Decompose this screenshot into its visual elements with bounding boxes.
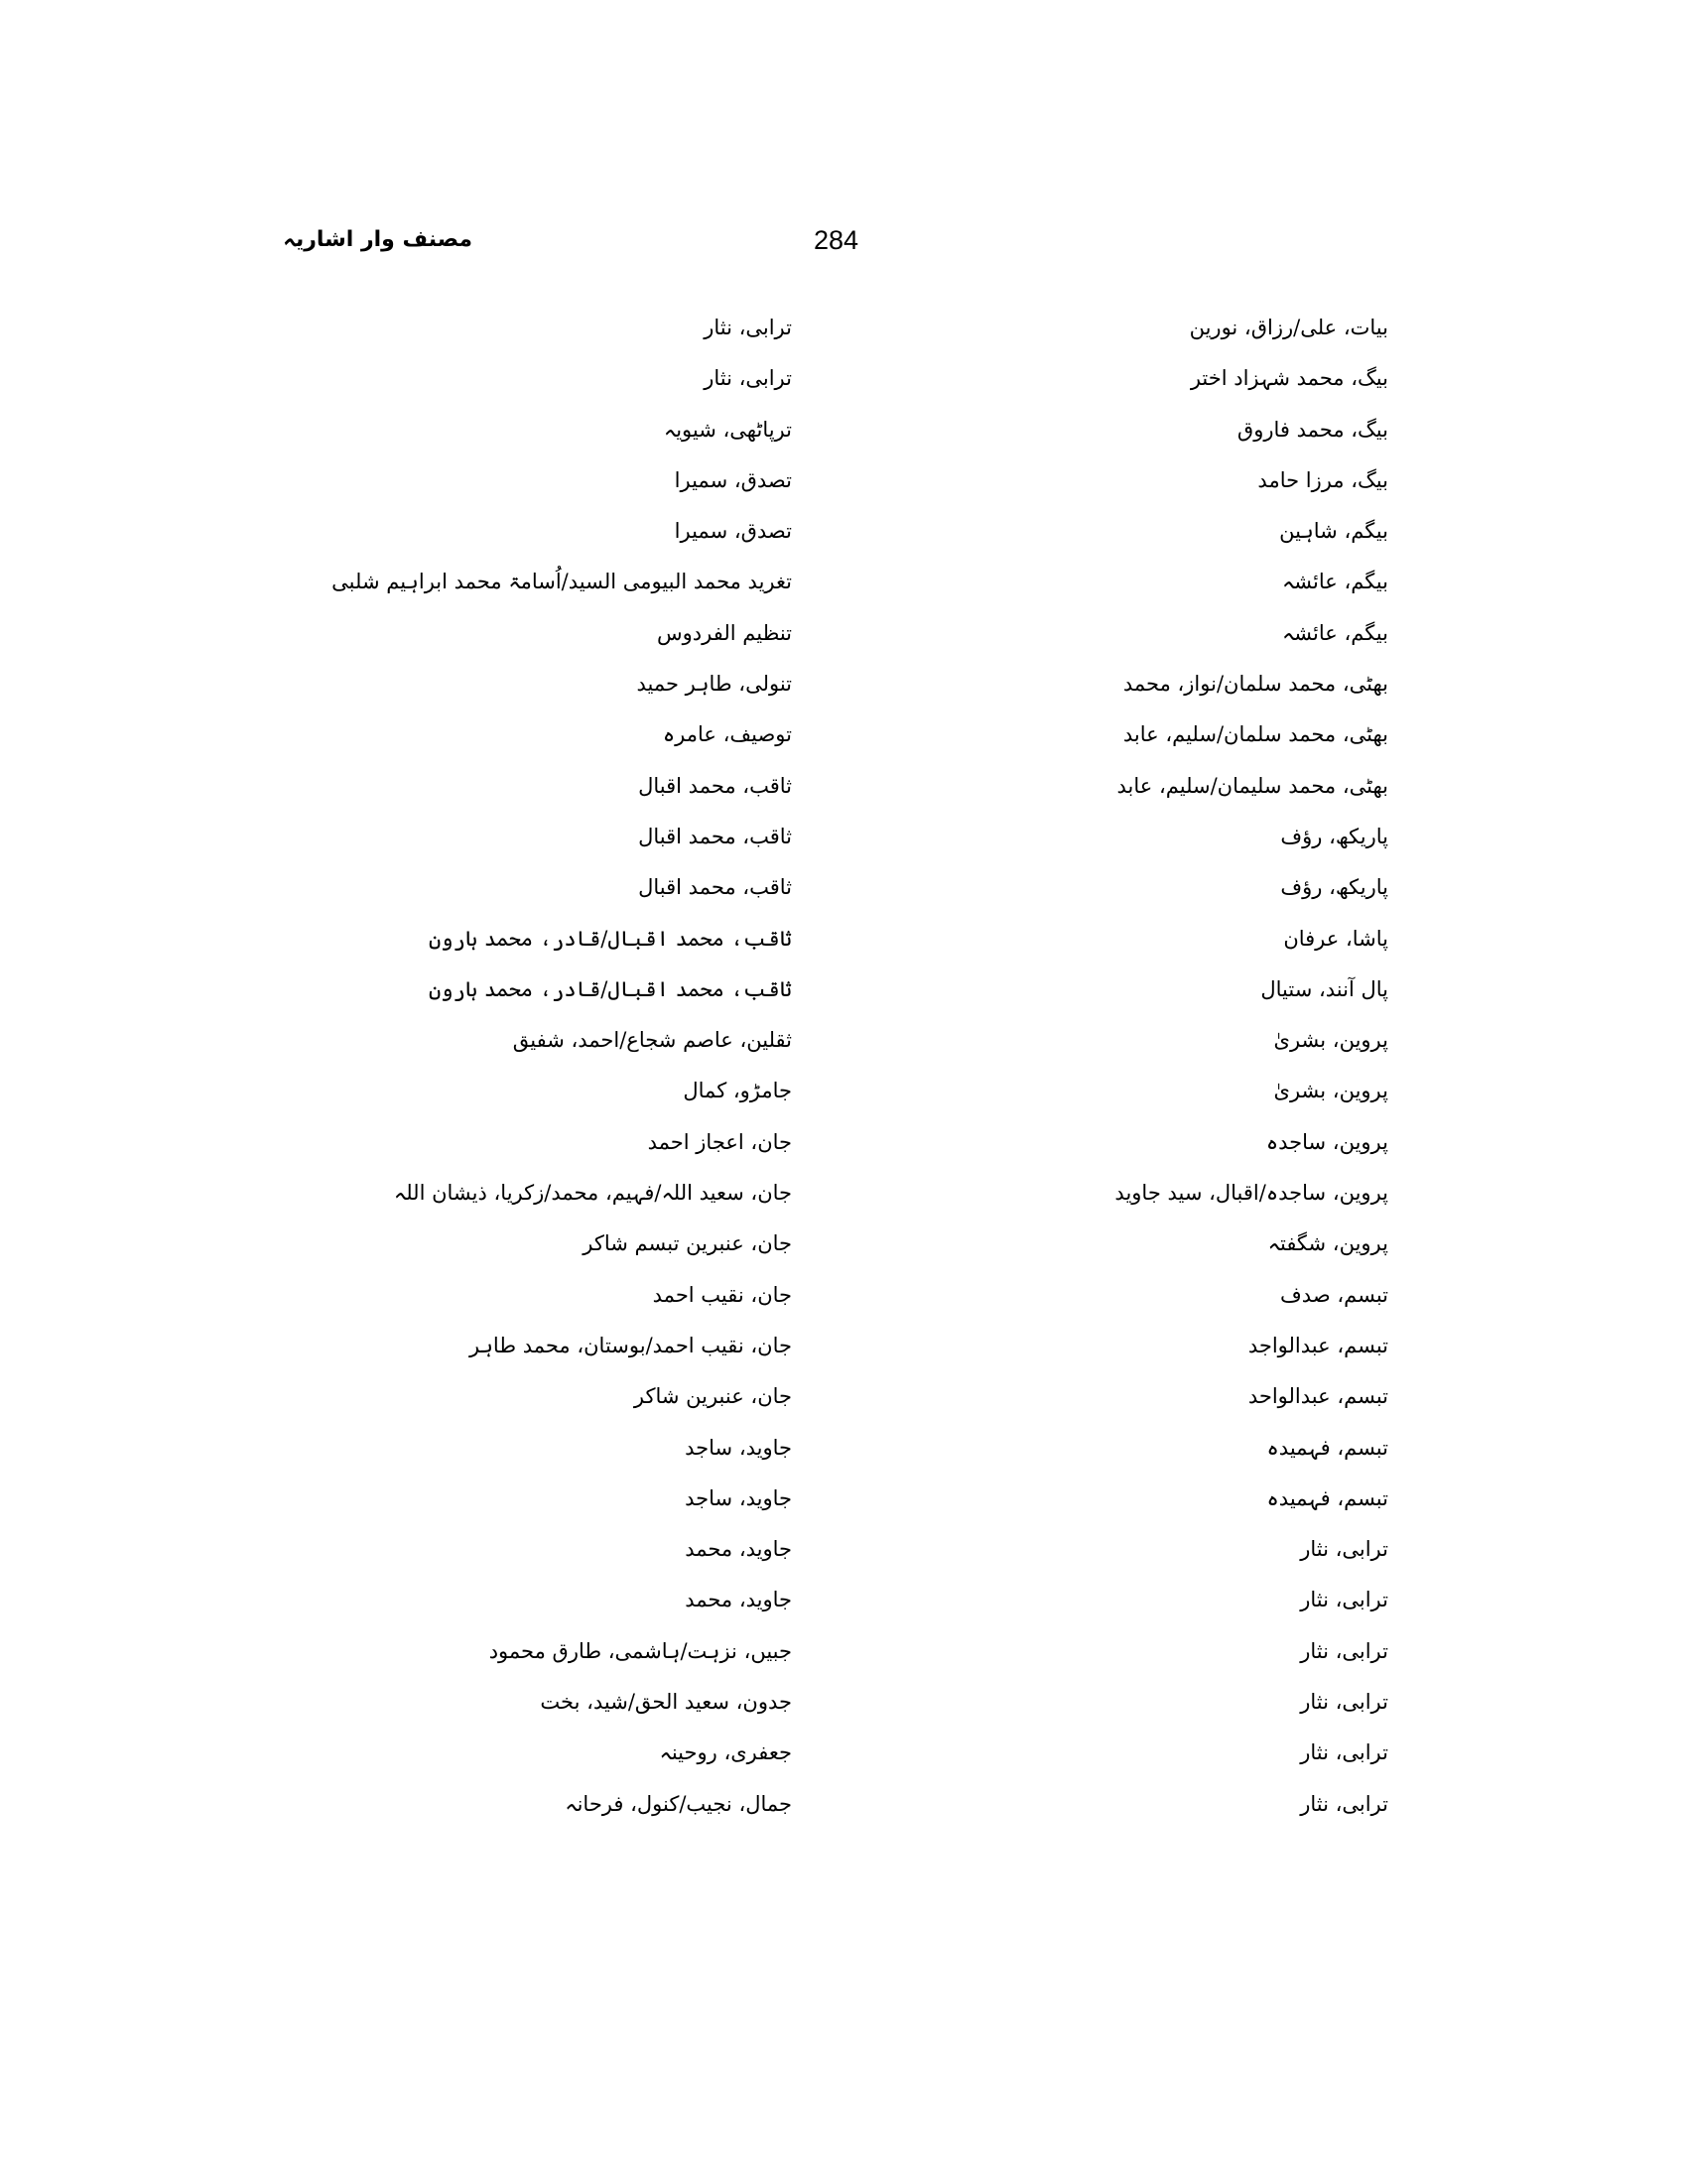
author-entry: تصدق، سمیرا [674,519,792,544]
author-entry: جان، سعید اللہ/فہیم، محمد/زکریا، ذیشان اللہ [393,1181,792,1206]
author-entry: جعفری، روحینہ [659,1740,792,1765]
author-entry: پاریکھ، رؤف [1280,824,1388,848]
author-entry: جاوید، ساجد [685,1435,792,1460]
author-entry: جان، اعجاز احمد [647,1129,792,1154]
page-number: 284 [814,225,859,255]
author-entry: پاشا، عرفان [1283,926,1388,951]
author-entry: جاوید، محمد [685,1588,792,1612]
author-entry: پروین، بشریٰ [1273,1079,1388,1103]
author-entry: ثاقب، محمد اقبال [638,875,792,900]
author-entry: ترابی، نثار [1300,1588,1388,1612]
author-entry: ترابی، نثار [1300,1740,1388,1765]
author-entry: پروین، ساجدہ [1265,1129,1388,1154]
author-entry: بیگم، شاہین [1279,519,1388,544]
author-entry: جدون، سعید الحق/شید، بخت [540,1690,792,1715]
author-entry: تبسم، فہمیدہ [1266,1485,1388,1510]
author-entry: جاوید، ساجد [685,1485,792,1510]
author-entry: پال آنند، ستیال [1260,976,1388,1001]
author-entry: بیگ، محمد شہزاد اختر [1190,366,1388,391]
author-entry: بھٹی، محمد سلیمان/سلیم، عابد [1116,773,1388,798]
author-entry: جاوید، محمد [685,1537,792,1562]
author-entry: بھٹی، محمد سلمان/نواز، محمد [1122,672,1388,697]
author-entry: ثاقب، محمد اقبال/قادر، محمد ہارون [428,976,792,1001]
author-entry: جان، نقیب احمد/بوستان، محمد طاہر [469,1333,792,1357]
author-entry: تبسم، عبدالواجد [1247,1333,1388,1357]
author-entry: ثاقب، محمد اقبال [638,773,792,798]
author-entry: بیگ، مرزا حامد [1257,467,1388,492]
author-entry: ترابی، نثار [1300,1638,1388,1663]
index-title: مصنف وار اشاریہ [283,227,472,252]
author-entry: پروین، بشریٰ [1273,1028,1388,1053]
author-entry: پروین، شگفتہ [1267,1231,1388,1256]
author-entry: پاریکھ، رؤف [1280,875,1388,900]
author-entry: ثاقب، محمد اقبال/قادر، محمد ہارون [428,926,792,951]
author-entry: پروین، ساجدہ/اقبال، سید جاوید [1114,1181,1388,1206]
author-entry: تصدق، سمیرا [674,467,792,492]
author-entry: جامڑو، کمال [683,1079,792,1103]
author-entry: بیات، علی/رزاق، نورین [1189,316,1388,339]
author-index-left-column [177,303,792,1830]
page-header [0,220,1688,260]
author-entry: بھٹی، محمد سلمان/سلیم، عابد [1122,722,1388,747]
author-entry: بیگ، محمد فاروق [1236,417,1388,442]
author-entry: تبسم، صدف [1280,1282,1388,1307]
author-index-right-column [872,303,1388,1830]
author-entry: ترپاٹھی، شیویہ [663,417,792,442]
author-entry: ثقلین، عاصم شجاع/احمد، شفیق [512,1028,792,1053]
author-entry: ثاقب، محمد اقبال [638,824,792,848]
author-entry: تنولی، طاہر حمید [636,672,792,697]
author-entry: تبسم، عبدالواحد [1247,1384,1388,1409]
author-entry: تنظیم الفردوس [657,620,792,645]
author-entry: ترابی، نثار [704,366,792,391]
author-entry: تبسم، فہمیدہ [1266,1435,1388,1460]
author-entry: جان، عنبرین شاکر [633,1384,792,1409]
author-entry: ترابی، نثار [704,316,792,339]
author-entry: توصیف، عامرہ [662,722,792,747]
author-entry: ترابی، نثار [1300,1537,1388,1562]
author-entry: ترابی، نثار [1300,1791,1388,1816]
author-entry: جمال، نجیب/کنول، فرحانہ [565,1791,792,1816]
author-entry: تغرید محمد البیومی السید/اُسامۃ محمد ابراہیم شلبی [331,570,792,594]
author-entry: جان، عنبرین تبسم شاکر [583,1231,792,1256]
author-entry: جان، نقیب احمد [652,1282,792,1307]
author-entry: بیگم، عائشہ [1281,570,1388,594]
author-entry: ترابی، نثار [1300,1690,1388,1715]
author-entry: بیگم، عائشہ [1281,620,1388,645]
author-entry: جبیں، نزہت/ہاشمی، طارق محمود [488,1638,792,1663]
